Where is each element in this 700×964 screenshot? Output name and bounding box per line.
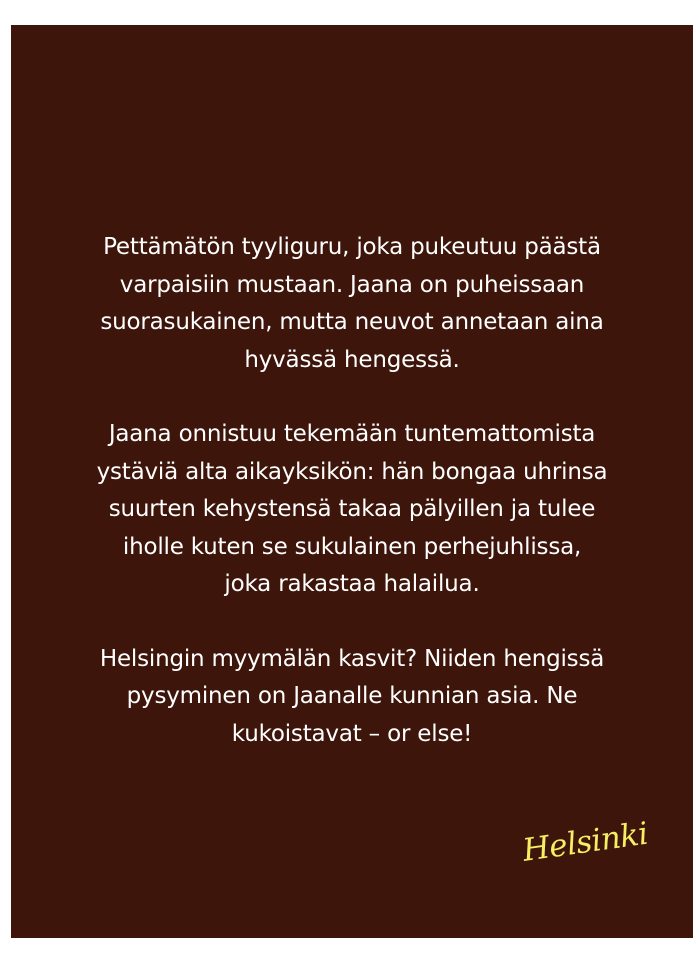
paragraph-style [11,229,693,379]
text-line: pysyminen on Jaanalle kunnian asia. Ne [126,683,578,709]
text-line: varpaisiin mustaan. Jaana on puheissaan [119,271,585,298]
text-line: Helsingin myymälän kasvit? Niiden hengissä [99,645,605,672]
text-line: suorasukainen, mutta neuvot annetaan aina [100,309,604,335]
paragraph-social [11,416,693,604]
text-line: suurten kehystensä takaa pälyillen ja tulee [108,496,596,522]
text-line: Pettämätön tyyliguru, joka pukeutuu päästä [103,234,601,260]
text-line: joka rakastaa halailua. [224,571,480,597]
text-line: kukoistavat – or else! [231,720,473,747]
card-text [11,229,693,790]
text-line: iholle kuten se sukulainen perhejuhlissa, [122,533,582,560]
text-line: Jaana onnistuu tekemään tuntemattomista [108,421,596,447]
text-line: hyvässä hengessä. [244,346,460,373]
text-line: ystäviä alta aikayksikön: hän bongaa uhrinsa [96,458,608,485]
location-signature: Helsinki [520,815,651,869]
paragraph-plants [11,641,693,754]
profile-card [11,25,693,938]
